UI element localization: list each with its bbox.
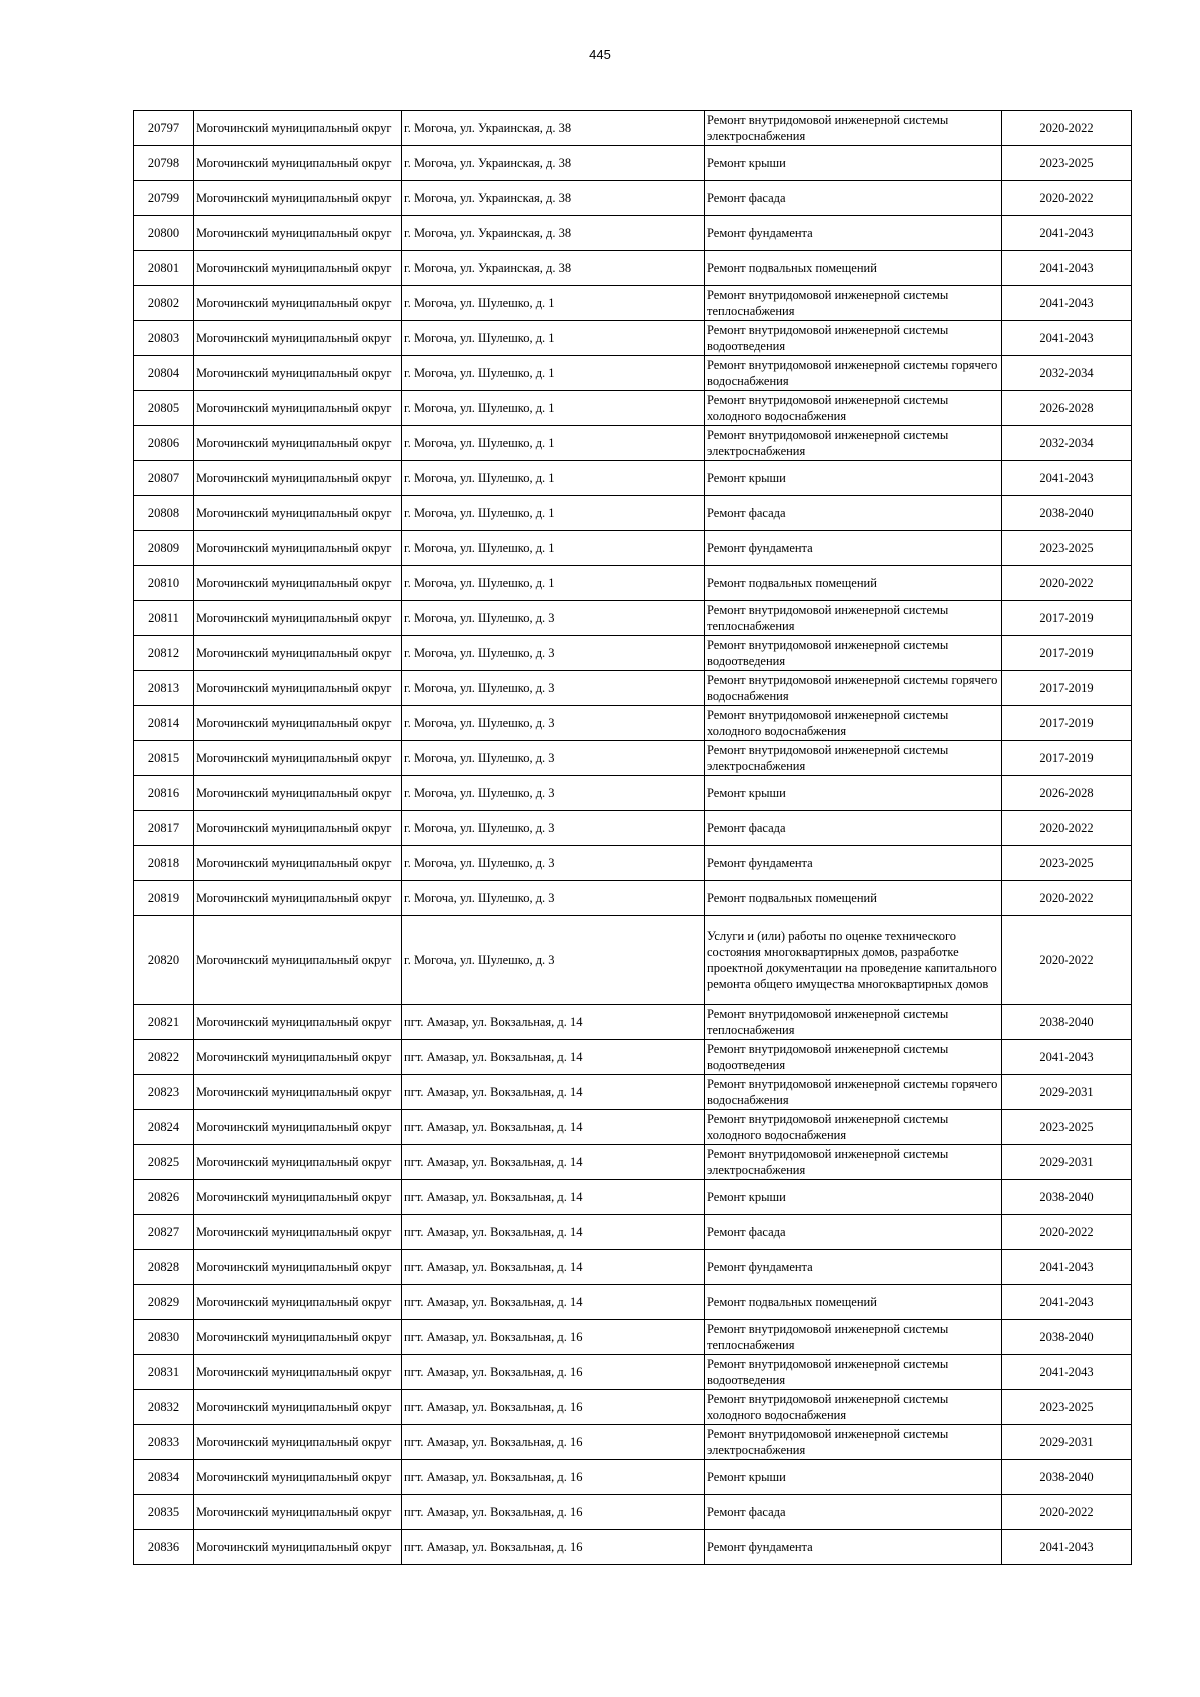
work-type-cell: Ремонт фундамента: [705, 531, 1002, 566]
work-type-cell: Ремонт фундамента: [705, 846, 1002, 881]
row-number: 20813: [134, 671, 194, 706]
municipality-cell: Могочинский муниципальный округ: [194, 811, 402, 846]
address-cell: г. Могоча, ул. Шулешко, д. 1: [402, 391, 705, 426]
table-row: [134, 636, 1132, 671]
table-row: [134, 216, 1132, 251]
address-cell: пгт. Амазар, ул. Вокзальная, д. 14: [402, 1040, 705, 1075]
period-cell: 2020-2022: [1002, 181, 1132, 216]
address-cell: пгт. Амазар, ул. Вокзальная, д. 16: [402, 1460, 705, 1495]
table-row: [134, 321, 1132, 356]
period-cell: 2038-2040: [1002, 1180, 1132, 1215]
address-cell: г. Могоча, ул. Шулешко, д. 3: [402, 846, 705, 881]
table-row: [134, 1145, 1132, 1180]
row-number: 20798: [134, 146, 194, 181]
table-row: [134, 1005, 1132, 1040]
period-cell: 2041-2043: [1002, 1355, 1132, 1390]
row-number: 20805: [134, 391, 194, 426]
municipality-cell: Могочинский муниципальный округ: [194, 1320, 402, 1355]
municipality-cell: Могочинский муниципальный округ: [194, 181, 402, 216]
municipality-cell: Могочинский муниципальный округ: [194, 1215, 402, 1250]
municipality-cell: Могочинский муниципальный округ: [194, 1390, 402, 1425]
period-cell: 2017-2019: [1002, 601, 1132, 636]
address-cell: пгт. Амазар, ул. Вокзальная, д. 14: [402, 1145, 705, 1180]
table-row: [134, 881, 1132, 916]
municipality-cell: Могочинский муниципальный округ: [194, 636, 402, 671]
address-cell: г. Могоча, ул. Шулешко, д. 3: [402, 636, 705, 671]
work-type-cell: Ремонт внутридомовой инженерной системы водоотведения: [705, 321, 1002, 356]
row-number: 20802: [134, 286, 194, 321]
municipality-cell: Могочинский муниципальный округ: [194, 1075, 402, 1110]
row-number: 20834: [134, 1460, 194, 1495]
period-cell: 2032-2034: [1002, 356, 1132, 391]
municipality-cell: Могочинский муниципальный округ: [194, 251, 402, 286]
period-cell: 2041-2043: [1002, 286, 1132, 321]
work-type-cell: Ремонт подвальных помещений: [705, 251, 1002, 286]
municipality-cell: Могочинский муниципальный округ: [194, 461, 402, 496]
address-cell: г. Могоча, ул. Украинская, д. 38: [402, 146, 705, 181]
row-number: 20799: [134, 181, 194, 216]
address-cell: пгт. Амазар, ул. Вокзальная, д. 14: [402, 1285, 705, 1320]
row-number: 20807: [134, 461, 194, 496]
row-number: 20825: [134, 1145, 194, 1180]
address-cell: пгт. Амазар, ул. Вокзальная, д. 16: [402, 1390, 705, 1425]
period-cell: 2041-2043: [1002, 461, 1132, 496]
row-number: 20820: [134, 916, 194, 1005]
row-number: 20836: [134, 1530, 194, 1565]
row-number: 20821: [134, 1005, 194, 1040]
period-cell: 2038-2040: [1002, 1460, 1132, 1495]
work-type-cell: Ремонт внутридомовой инженерной системы электроснабжения: [705, 1145, 1002, 1180]
address-cell: г. Могоча, ул. Шулешко, д. 3: [402, 706, 705, 741]
municipality-cell: Могочинский муниципальный округ: [194, 881, 402, 916]
table-body: [134, 111, 1132, 1565]
period-cell: 2017-2019: [1002, 706, 1132, 741]
address-cell: г. Могоча, ул. Украинская, д. 38: [402, 216, 705, 251]
work-type-cell: Ремонт крыши: [705, 146, 1002, 181]
work-type-cell: Ремонт внутридомовой инженерной системы горячего водоснабжения: [705, 1075, 1002, 1110]
table-row: [134, 531, 1132, 566]
address-cell: г. Могоча, ул. Шулешко, д. 3: [402, 916, 705, 1005]
municipality-cell: Могочинский муниципальный округ: [194, 1005, 402, 1040]
municipality-cell: Могочинский муниципальный округ: [194, 1145, 402, 1180]
address-cell: г. Могоча, ул. Шулешко, д. 3: [402, 741, 705, 776]
period-cell: 2020-2022: [1002, 916, 1132, 1005]
row-number: 20812: [134, 636, 194, 671]
row-number: 20810: [134, 566, 194, 601]
municipality-cell: Могочинский муниципальный округ: [194, 1040, 402, 1075]
municipality-cell: Могочинский муниципальный округ: [194, 1355, 402, 1390]
period-cell: 2017-2019: [1002, 741, 1132, 776]
municipality-cell: Могочинский муниципальный округ: [194, 776, 402, 811]
address-cell: г. Могоча, ул. Шулешко, д. 1: [402, 321, 705, 356]
table-row: [134, 146, 1132, 181]
work-type-cell: Ремонт крыши: [705, 461, 1002, 496]
work-type-cell: Ремонт внутридомовой инженерной системы водоотведения: [705, 636, 1002, 671]
row-number: 20824: [134, 1110, 194, 1145]
work-type-cell: Ремонт подвальных помещений: [705, 1285, 1002, 1320]
work-type-cell: Ремонт внутридомовой инженерной системы горячего водоснабжения: [705, 671, 1002, 706]
table-row: [134, 811, 1132, 846]
work-type-cell: Ремонт подвальных помещений: [705, 881, 1002, 916]
address-cell: пгт. Амазар, ул. Вокзальная, д. 14: [402, 1005, 705, 1040]
row-number: 20835: [134, 1495, 194, 1530]
address-cell: г. Могоча, ул. Шулешко, д. 3: [402, 881, 705, 916]
row-number: 20801: [134, 251, 194, 286]
work-type-cell: Ремонт внутридомовой инженерной системы электроснабжения: [705, 426, 1002, 461]
row-number: 20816: [134, 776, 194, 811]
row-number: 20828: [134, 1250, 194, 1285]
row-number: 20818: [134, 846, 194, 881]
municipality-cell: Могочинский муниципальный округ: [194, 671, 402, 706]
table-row: [134, 846, 1132, 881]
row-number: 20815: [134, 741, 194, 776]
work-type-cell: Ремонт фасада: [705, 496, 1002, 531]
municipality-cell: Могочинский муниципальный округ: [194, 1110, 402, 1145]
table-row: [134, 391, 1132, 426]
address-cell: г. Могоча, ул. Шулешко, д. 1: [402, 531, 705, 566]
period-cell: 2041-2043: [1002, 1040, 1132, 1075]
table-row: [134, 671, 1132, 706]
work-type-cell: Ремонт подвальных помещений: [705, 566, 1002, 601]
row-number: 20803: [134, 321, 194, 356]
address-cell: г. Могоча, ул. Шулешко, д. 1: [402, 566, 705, 601]
row-number: 20814: [134, 706, 194, 741]
period-cell: 2041-2043: [1002, 1530, 1132, 1565]
work-type-cell: Ремонт внутридомовой инженерной системы теплоснабжения: [705, 1320, 1002, 1355]
address-cell: г. Могоча, ул. Шулешко, д. 1: [402, 461, 705, 496]
row-number: 20804: [134, 356, 194, 391]
work-type-cell: Ремонт внутридомовой инженерной системы теплоснабжения: [705, 286, 1002, 321]
work-type-cell: Ремонт фундамента: [705, 1530, 1002, 1565]
municipality-cell: Могочинский муниципальный округ: [194, 426, 402, 461]
row-number: 20797: [134, 111, 194, 146]
table-row: [134, 601, 1132, 636]
municipality-cell: Могочинский муниципальный округ: [194, 146, 402, 181]
period-cell: 2029-2031: [1002, 1145, 1132, 1180]
work-type-cell: Ремонт внутридомовой инженерной системы холодного водоснабжения: [705, 1110, 1002, 1145]
row-number: 20829: [134, 1285, 194, 1320]
table-row: [134, 1250, 1132, 1285]
work-type-cell: Ремонт внутридомовой инженерной системы водоотведения: [705, 1040, 1002, 1075]
row-number: 20826: [134, 1180, 194, 1215]
table-row: [134, 286, 1132, 321]
table-row: [134, 1215, 1132, 1250]
address-cell: пгт. Амазар, ул. Вокзальная, д. 16: [402, 1320, 705, 1355]
period-cell: 2041-2043: [1002, 216, 1132, 251]
period-cell: 2020-2022: [1002, 566, 1132, 601]
municipality-cell: Могочинский муниципальный округ: [194, 706, 402, 741]
table-row: [134, 706, 1132, 741]
work-type-cell: Ремонт фасада: [705, 811, 1002, 846]
period-cell: 2038-2040: [1002, 496, 1132, 531]
municipality-cell: Могочинский муниципальный округ: [194, 496, 402, 531]
municipality-cell: Могочинский муниципальный округ: [194, 916, 402, 1005]
address-cell: пгт. Амазар, ул. Вокзальная, д. 14: [402, 1110, 705, 1145]
address-cell: г. Могоча, ул. Шулешко, д. 1: [402, 356, 705, 391]
table-row: [134, 741, 1132, 776]
municipality-cell: Могочинский муниципальный округ: [194, 1250, 402, 1285]
period-cell: 2023-2025: [1002, 146, 1132, 181]
period-cell: 2020-2022: [1002, 811, 1132, 846]
work-type-cell: Ремонт фундамента: [705, 1250, 1002, 1285]
period-cell: 2041-2043: [1002, 1250, 1132, 1285]
period-cell: 2038-2040: [1002, 1005, 1132, 1040]
address-cell: г. Могоча, ул. Шулешко, д. 3: [402, 601, 705, 636]
work-type-cell: Ремонт крыши: [705, 1180, 1002, 1215]
work-type-cell: Ремонт внутридомовой инженерной системы электроснабжения: [705, 111, 1002, 146]
address-cell: г. Могоча, ул. Шулешко, д. 3: [402, 671, 705, 706]
table-row: [134, 181, 1132, 216]
period-cell: 2029-2031: [1002, 1425, 1132, 1460]
table-row: [134, 251, 1132, 286]
period-cell: 2032-2034: [1002, 426, 1132, 461]
period-cell: 2023-2025: [1002, 846, 1132, 881]
municipality-cell: Могочинский муниципальный округ: [194, 1425, 402, 1460]
table-row: [134, 1180, 1132, 1215]
period-cell: 2017-2019: [1002, 671, 1132, 706]
municipality-cell: Могочинский муниципальный округ: [194, 741, 402, 776]
work-type-cell: Ремонт внутридомовой инженерной системы горячего водоснабжения: [705, 356, 1002, 391]
municipality-cell: Могочинский муниципальный округ: [194, 1495, 402, 1530]
address-cell: г. Могоча, ул. Шулешко, д. 3: [402, 776, 705, 811]
work-type-cell: Ремонт внутридомовой инженерной системы теплоснабжения: [705, 1005, 1002, 1040]
table-row: [134, 111, 1132, 146]
table-row: [134, 1040, 1132, 1075]
address-cell: г. Могоча, ул. Шулешко, д. 1: [402, 286, 705, 321]
row-number: 20823: [134, 1075, 194, 1110]
table-row: [134, 426, 1132, 461]
municipality-cell: Могочинский муниципальный округ: [194, 1285, 402, 1320]
address-cell: г. Могоча, ул. Шулешко, д. 1: [402, 426, 705, 461]
row-number: 20830: [134, 1320, 194, 1355]
work-type-cell: Ремонт фундамента: [705, 216, 1002, 251]
table-row: [134, 776, 1132, 811]
period-cell: 2029-2031: [1002, 1075, 1132, 1110]
table-row: [134, 1320, 1132, 1355]
address-cell: г. Могоча, ул. Шулешко, д. 1: [402, 496, 705, 531]
table-row: [134, 496, 1132, 531]
row-number: 20806: [134, 426, 194, 461]
row-number: 20827: [134, 1215, 194, 1250]
address-cell: г. Могоча, ул. Украинская, д. 38: [402, 181, 705, 216]
table-row: [134, 1390, 1132, 1425]
work-type-cell: Ремонт крыши: [705, 776, 1002, 811]
row-number: 20831: [134, 1355, 194, 1390]
address-cell: г. Могоча, ул. Украинская, д. 38: [402, 111, 705, 146]
work-type-cell: Ремонт внутридомовой инженерной системы электроснабжения: [705, 1425, 1002, 1460]
table-row: [134, 1530, 1132, 1565]
address-cell: г. Могоча, ул. Шулешко, д. 3: [402, 811, 705, 846]
row-number: 20817: [134, 811, 194, 846]
period-cell: 2041-2043: [1002, 251, 1132, 286]
municipality-cell: Могочинский муниципальный округ: [194, 531, 402, 566]
municipality-cell: Могочинский муниципальный округ: [194, 356, 402, 391]
address-cell: пгт. Амазар, ул. Вокзальная, д. 16: [402, 1495, 705, 1530]
table-row: [134, 1460, 1132, 1495]
work-type-cell: Ремонт внутридомовой инженерной системы водоотведения: [705, 1355, 1002, 1390]
page-number: 445: [589, 47, 611, 62]
row-number: 20808: [134, 496, 194, 531]
work-type-cell: Ремонт внутридомовой инженерной системы холодного водоснабжения: [705, 706, 1002, 741]
row-number: 20819: [134, 881, 194, 916]
address-cell: пгт. Амазар, ул. Вокзальная, д. 16: [402, 1355, 705, 1390]
row-number: 20832: [134, 1390, 194, 1425]
row-number: 20822: [134, 1040, 194, 1075]
municipality-cell: Могочинский муниципальный округ: [194, 566, 402, 601]
work-type-cell: Ремонт фасада: [705, 1495, 1002, 1530]
table-row: [134, 1355, 1132, 1390]
table-row: [134, 1110, 1132, 1145]
period-cell: 2020-2022: [1002, 1495, 1132, 1530]
municipality-cell: Могочинский муниципальный округ: [194, 286, 402, 321]
work-type-cell: Ремонт внутридомовой инженерной системы теплоснабжения: [705, 601, 1002, 636]
table-row: [134, 1285, 1132, 1320]
table-row: [134, 916, 1132, 1005]
municipality-cell: Могочинский муниципальный округ: [194, 1530, 402, 1565]
municipality-cell: Могочинский муниципальный округ: [194, 391, 402, 426]
period-cell: 2023-2025: [1002, 1390, 1132, 1425]
address-cell: пгт. Амазар, ул. Вокзальная, д. 14: [402, 1180, 705, 1215]
table-row: [134, 1075, 1132, 1110]
work-type-cell: Ремонт внутридомовой инженерной системы холодного водоснабжения: [705, 1390, 1002, 1425]
table-row: [134, 461, 1132, 496]
address-cell: пгт. Амазар, ул. Вокзальная, д. 14: [402, 1075, 705, 1110]
capital-repair-table: [133, 110, 1132, 1565]
work-type-cell: Ремонт внутридомовой инженерной системы электроснабжения: [705, 741, 1002, 776]
period-cell: 2017-2019: [1002, 636, 1132, 671]
municipality-cell: Могочинский муниципальный округ: [194, 111, 402, 146]
work-type-cell: Ремонт фасада: [705, 181, 1002, 216]
work-type-cell: Ремонт фасада: [705, 1215, 1002, 1250]
period-cell: 2026-2028: [1002, 391, 1132, 426]
municipality-cell: Могочинский муниципальный округ: [194, 321, 402, 356]
period-cell: 2026-2028: [1002, 776, 1132, 811]
work-type-cell: Ремонт крыши: [705, 1460, 1002, 1495]
address-cell: пгт. Амазар, ул. Вокзальная, д. 14: [402, 1215, 705, 1250]
municipality-cell: Могочинский муниципальный округ: [194, 601, 402, 636]
address-cell: пгт. Амазар, ул. Вокзальная, д. 16: [402, 1530, 705, 1565]
row-number: 20833: [134, 1425, 194, 1460]
address-cell: пгт. Амазар, ул. Вокзальная, д. 14: [402, 1250, 705, 1285]
work-type-cell: Услуги и (или) работы по оценке технического состояния многоквартирных домов, разработке проектной документации на проведение капитального ремонта общего имущества многоквартирных домов: [705, 916, 1002, 1005]
work-type-cell: Ремонт внутридомовой инженерной системы холодного водоснабжения: [705, 391, 1002, 426]
table-row: [134, 1425, 1132, 1460]
municipality-cell: Могочинский муниципальный округ: [194, 1180, 402, 1215]
period-cell: 2041-2043: [1002, 321, 1132, 356]
municipality-cell: Могочинский муниципальный округ: [194, 846, 402, 881]
row-number: 20809: [134, 531, 194, 566]
period-cell: 2020-2022: [1002, 881, 1132, 916]
period-cell: 2023-2025: [1002, 1110, 1132, 1145]
municipality-cell: Могочинский муниципальный округ: [194, 216, 402, 251]
table-row: [134, 356, 1132, 391]
municipality-cell: Могочинский муниципальный округ: [194, 1460, 402, 1495]
address-cell: г. Могоча, ул. Украинская, д. 38: [402, 251, 705, 286]
address-cell: пгт. Амазар, ул. Вокзальная, д. 16: [402, 1425, 705, 1460]
period-cell: 2041-2043: [1002, 1285, 1132, 1320]
table-row: [134, 566, 1132, 601]
row-number: 20811: [134, 601, 194, 636]
row-number: 20800: [134, 216, 194, 251]
period-cell: 2020-2022: [1002, 111, 1132, 146]
period-cell: 2038-2040: [1002, 1320, 1132, 1355]
table-row: [134, 1495, 1132, 1530]
period-cell: 2020-2022: [1002, 1215, 1132, 1250]
period-cell: 2023-2025: [1002, 531, 1132, 566]
